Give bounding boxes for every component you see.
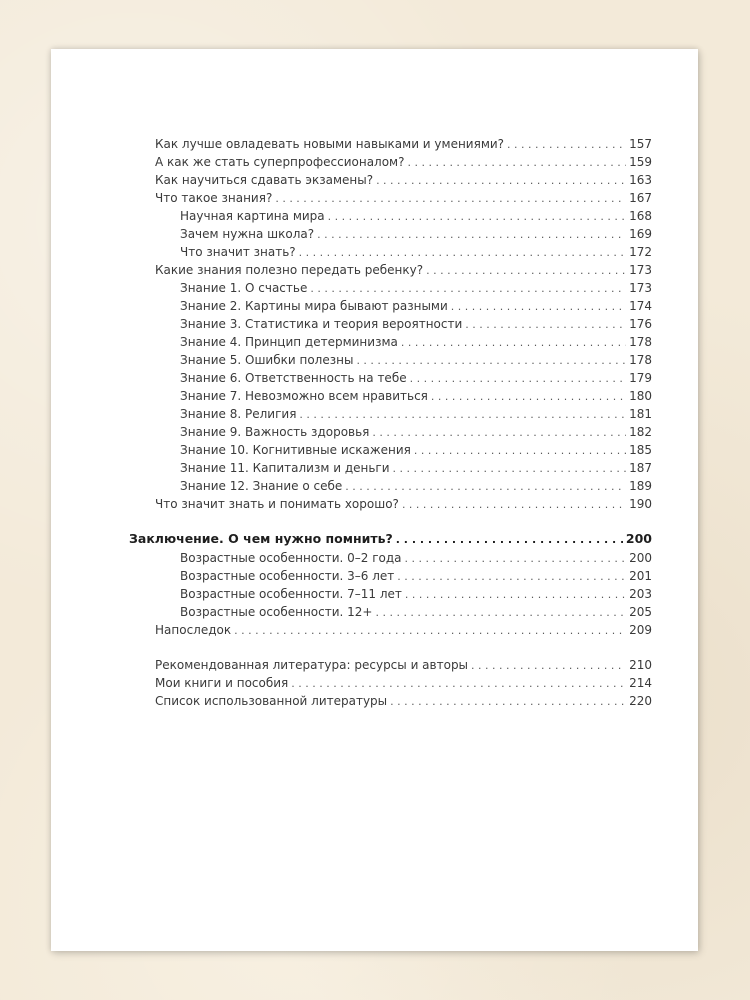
- toc-entry-title: Возрастные особенности. 12+: [180, 605, 373, 619]
- toc-entry-page: 209: [629, 623, 652, 637]
- toc-leader-dots: [405, 588, 626, 601]
- toc-entry-title: Список использованной литературы: [155, 694, 388, 708]
- toc-entry-title: Знание 5. Ошибки полезны: [180, 353, 354, 367]
- toc-subentry: [180, 443, 652, 457]
- toc-entry-page: 174: [629, 299, 652, 313]
- toc-entry-title: Напоследок: [155, 623, 232, 637]
- toc-leader-dots: [397, 570, 626, 583]
- toc-entry-title: Что значит знать?: [180, 245, 296, 259]
- toc-entry-title: Зачем нужна школа?: [180, 227, 315, 241]
- toc-subentry: [180, 371, 652, 385]
- toc-leader-dots: [275, 192, 626, 205]
- toc-entry-page: 157: [629, 137, 652, 151]
- toc-entry-page: 201: [629, 569, 652, 583]
- toc-leader-dots: [390, 695, 626, 708]
- toc-leader-dots: [299, 408, 626, 421]
- toc-entry: [155, 623, 652, 637]
- toc-subentry: [180, 335, 652, 349]
- toc-leader-dots: [401, 336, 626, 349]
- toc-entry-title: Знание 10. Когнитивные искажения: [180, 443, 411, 457]
- toc-subentry: [180, 245, 652, 259]
- toc-entry-title: Как научиться сдавать экзамены?: [155, 173, 374, 187]
- toc-entry: [155, 173, 652, 187]
- toc-subentry: [180, 479, 652, 493]
- toc-leader-dots: [410, 372, 626, 385]
- toc-entry-title: Какие знания полезно передать ребенку?: [155, 263, 424, 277]
- toc-entry-page: 187: [629, 461, 652, 475]
- toc-entry-page: 176: [629, 317, 652, 331]
- toc-entry-page: 205: [629, 605, 652, 619]
- toc-leader-dots: [345, 480, 626, 493]
- toc-entry-title: Знание 1. О счастье: [180, 281, 308, 295]
- toc-entry-title: Знание 6. Ответственность на тебе: [180, 371, 407, 385]
- toc-entry: [155, 137, 652, 151]
- toc-leader-dots: [431, 390, 626, 403]
- toc-entry-page: 189: [629, 479, 652, 493]
- toc-entry-page: 168: [629, 209, 652, 223]
- toc-subentry: [180, 407, 652, 421]
- toc-entry-page: 182: [629, 425, 652, 439]
- toc-entry-page: 200: [629, 551, 652, 565]
- toc-leader-dots: [396, 533, 623, 546]
- toc-entry-page: 180: [629, 389, 652, 403]
- toc-entry-title: Знание 8. Религия: [180, 407, 297, 421]
- toc-entry-title: Мои книги и пособия: [155, 676, 289, 690]
- toc-subentry: [180, 209, 652, 223]
- toc-leader-dots: [414, 444, 626, 457]
- toc-entry-title: Знание 7. Невозможно всем нравиться: [180, 389, 428, 403]
- toc-leader-dots: [405, 552, 627, 565]
- toc-leader-dots: [372, 426, 626, 439]
- toc-entry: [155, 658, 652, 672]
- toc-entry-title: Рекомендованная литература: ресурсы и авторы: [155, 658, 469, 672]
- toc-entry-page: 220: [629, 694, 652, 708]
- toc-entry-title: Знание 12. Знание о себе: [180, 479, 343, 493]
- toc-entry-page: 203: [629, 587, 652, 601]
- toc-leader-dots: [507, 138, 626, 151]
- toc-leader-dots: [234, 624, 626, 637]
- toc-subentry: [180, 587, 652, 601]
- toc-leader-dots: [471, 659, 626, 672]
- toc-leader-dots: [291, 677, 626, 690]
- toc-leader-dots: [407, 156, 626, 169]
- toc-leader-dots: [375, 606, 626, 619]
- toc-entry-page: 169: [629, 227, 652, 241]
- toc-entry-page: 167: [629, 191, 652, 205]
- toc-entry: [155, 497, 652, 511]
- toc-entry-page: 172: [629, 245, 652, 259]
- toc-entry-title: Возрастные особенности. 7–11 лет: [180, 587, 402, 601]
- toc-subentry: [180, 461, 652, 475]
- toc-entry-page: 179: [629, 371, 652, 385]
- toc-leader-dots: [376, 174, 626, 187]
- toc-entry-title: Что значит знать и понимать хорошо?: [155, 497, 399, 511]
- toc-entry-page: 210: [629, 658, 652, 672]
- toc-entry-page: 190: [629, 497, 652, 511]
- toc-entry: [155, 155, 652, 169]
- toc-entry-title: Знание 2. Картины мира бывают разными: [180, 299, 448, 313]
- toc-entry-page: 173: [629, 263, 652, 277]
- toc-entry-page: 181: [629, 407, 652, 421]
- toc-subentry: [180, 569, 652, 583]
- toc-entry: [155, 263, 652, 277]
- toc-subentry: [180, 605, 652, 619]
- toc-leader-dots: [299, 246, 626, 259]
- book-page: [51, 49, 698, 951]
- toc-leader-dots: [393, 462, 627, 475]
- toc-entry-page: 214: [629, 676, 652, 690]
- toc-chapter-page: 200: [625, 531, 652, 546]
- toc-entry-page: 178: [629, 353, 652, 367]
- toc-chapter-title: Заключение. О чем нужно помнить?: [129, 531, 393, 546]
- toc-entry-title: Научная картина мира: [180, 209, 325, 223]
- toc-leader-dots: [328, 210, 626, 223]
- toc-entry-page: 159: [629, 155, 652, 169]
- toc-subentry: [180, 353, 652, 367]
- toc-entry-title: А как же стать суперпрофессионалом?: [155, 155, 405, 169]
- toc-entry-title: Что такое знания?: [155, 191, 273, 205]
- toc-leader-dots: [310, 282, 626, 295]
- toc-entry-title: Возрастные особенности. 3–6 лет: [180, 569, 395, 583]
- toc-subentry: [180, 389, 652, 403]
- toc-entry-title: Как лучше овладевать новыми навыками и умениями?: [155, 137, 505, 151]
- toc-subentry: [180, 299, 652, 313]
- toc-leader-dots: [317, 228, 626, 241]
- toc-subentry: [180, 425, 652, 439]
- toc-leader-dots: [465, 318, 626, 331]
- toc-subentry: [180, 227, 652, 241]
- toc-subentry: [180, 281, 652, 295]
- toc-entry-title: Возрастные особенности. 0–2 года: [180, 551, 402, 565]
- toc-leader-dots: [356, 354, 626, 367]
- toc-entry: [155, 694, 652, 708]
- toc-chapter-entry: [129, 531, 652, 546]
- toc-subentry: [180, 551, 652, 565]
- toc-entry: [155, 191, 652, 205]
- toc-entry-title: Знание 3. Статистика и теория вероятности: [180, 317, 463, 331]
- toc-leader-dots: [451, 300, 626, 313]
- toc-entry-title: Знание 9. Важность здоровья: [180, 425, 370, 439]
- toc-entry-page: 173: [629, 281, 652, 295]
- toc-entry-page: 163: [629, 173, 652, 187]
- toc-entry-title: Знание 11. Капитализм и деньги: [180, 461, 390, 475]
- toc-leader-dots: [426, 264, 626, 277]
- toc-entry: [155, 676, 652, 690]
- toc-subentry: [180, 317, 652, 331]
- toc-leader-dots: [402, 498, 626, 511]
- toc-entry-page: 185: [629, 443, 652, 457]
- toc-entry-page: 178: [629, 335, 652, 349]
- toc-entry-title: Знание 4. Принцип детерминизма: [180, 335, 398, 349]
